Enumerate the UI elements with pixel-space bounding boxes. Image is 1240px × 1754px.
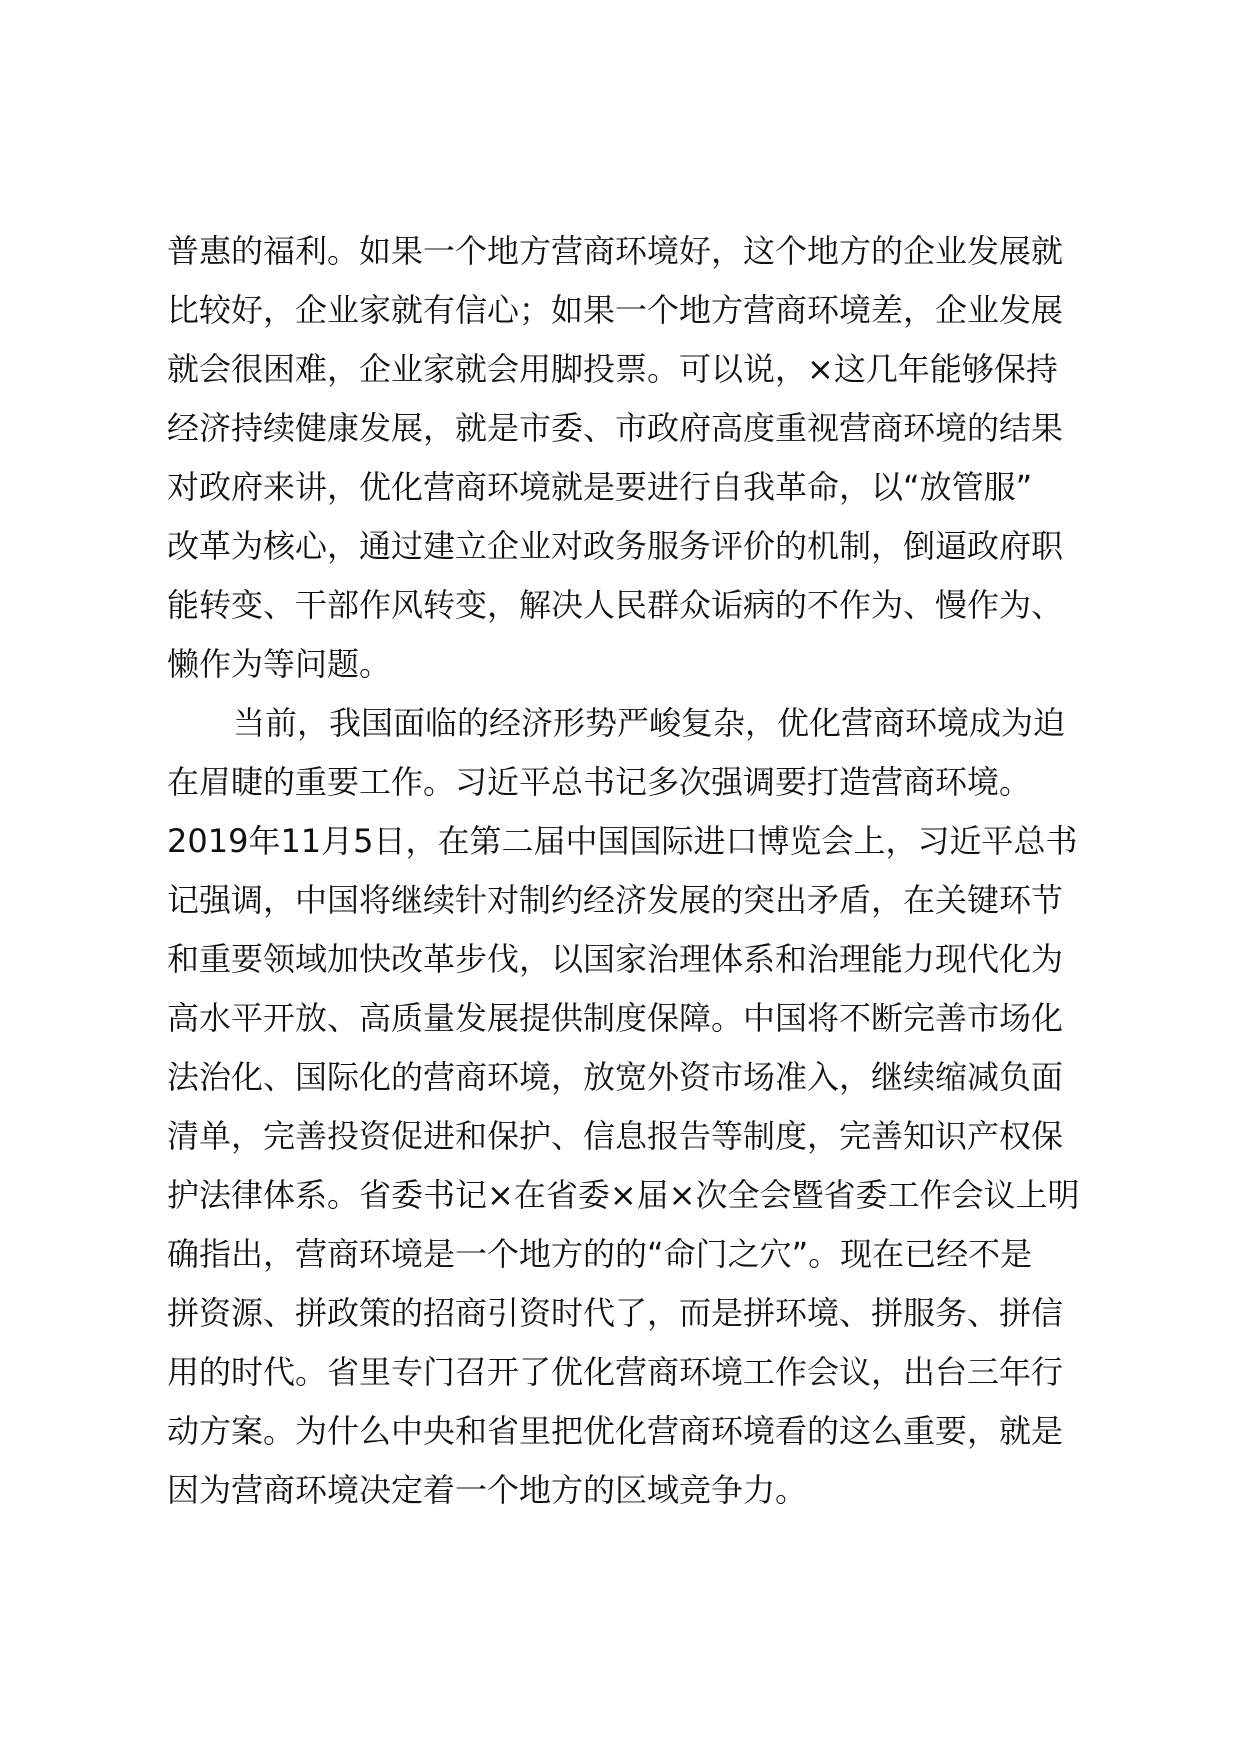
paragraph-2-line: 确指出，营商环境是一个地方的的“命门之穴”。现在已经不是 — [167, 1235, 1033, 1273]
paragraph-2-line: 在眉睫的重要工作。习近平总书记多次强调要打造营商环境。 — [167, 763, 1032, 801]
paragraph-1-line: 懒作为等问题。 — [167, 645, 392, 683]
paragraph-2-line: 法治化、国际化的营商环境，放宽外资市场准入，继续缩减负面 — [167, 1058, 1064, 1096]
paragraph-2-line: 2019年11月5日，在第二届中国国际进口博览会上，习近平总书 — [167, 822, 1078, 860]
paragraph-1-line: 普惠的福利。如果一个地方营商环境好，这个地方的企业发展就 — [167, 232, 1064, 270]
paragraph-2-line: 因为营商环境决定着一个地方的区域竞争力。 — [167, 1471, 808, 1509]
paragraph-2-line: 和重要领域加快改革步伐，以国家治理体系和治理能力现代化为 — [167, 940, 1064, 978]
paragraph-1-line: 能转变、干部作风转变，解决人民群众诟病的不作为、慢作为、 — [167, 586, 1064, 624]
paragraph-1-line: 经济持续健康发展，就是市委、市政府高度重视营商环境的结果 — [167, 409, 1064, 447]
paragraph-2-line: 记强调，中国将继续针对制约经济发展的突出矛盾，在关键环节 — [167, 881, 1064, 919]
paragraph-1-line: 改革为核心，通过建立企业对政务服务评价的机制，倒逼政府职 — [167, 527, 1064, 565]
paragraph-2-line: 护法律体系。省委书记×在省委×届×次全会暨省委工作会议上明 — [167, 1176, 1080, 1214]
paragraph-2-first-line: 当前，我国面临的经济形势严峻复杂，优化营商环境成为迫 — [233, 704, 1066, 742]
paragraph-2-line: 动方案。为什么中央和省里把优化营商环境看的这么重要，就是 — [167, 1412, 1064, 1450]
paragraph-1-line: 就会很困难，企业家就会用脚投票。可以说，×这几年能够保持 — [167, 350, 1058, 388]
paragraph-1-line: 比较好，企业家就有信心；如果一个地方营商环境差，企业发展 — [167, 291, 1064, 329]
paragraph-1-line: 对政府来讲，优化营商环境就是要进行自我革命，以“放管服” — [167, 468, 1033, 506]
paragraph-2-line: 清单，完善投资促进和保护、信息报告等制度，完善知识产权保 — [167, 1117, 1064, 1155]
paragraph-2-line: 拼资源、拼政策的招商引资时代了，而是拼环境、拼服务、拼信 — [167, 1294, 1064, 1332]
body-text — [167, 222, 1127, 1520]
paragraph-2-line: 高水平开放、高质量发展提供制度保障。中国将不断完善市场化 — [167, 999, 1064, 1037]
paragraph-2-line: 用的时代。省里专门召开了优化营商环境工作会议，出台三年行 — [167, 1353, 1064, 1391]
